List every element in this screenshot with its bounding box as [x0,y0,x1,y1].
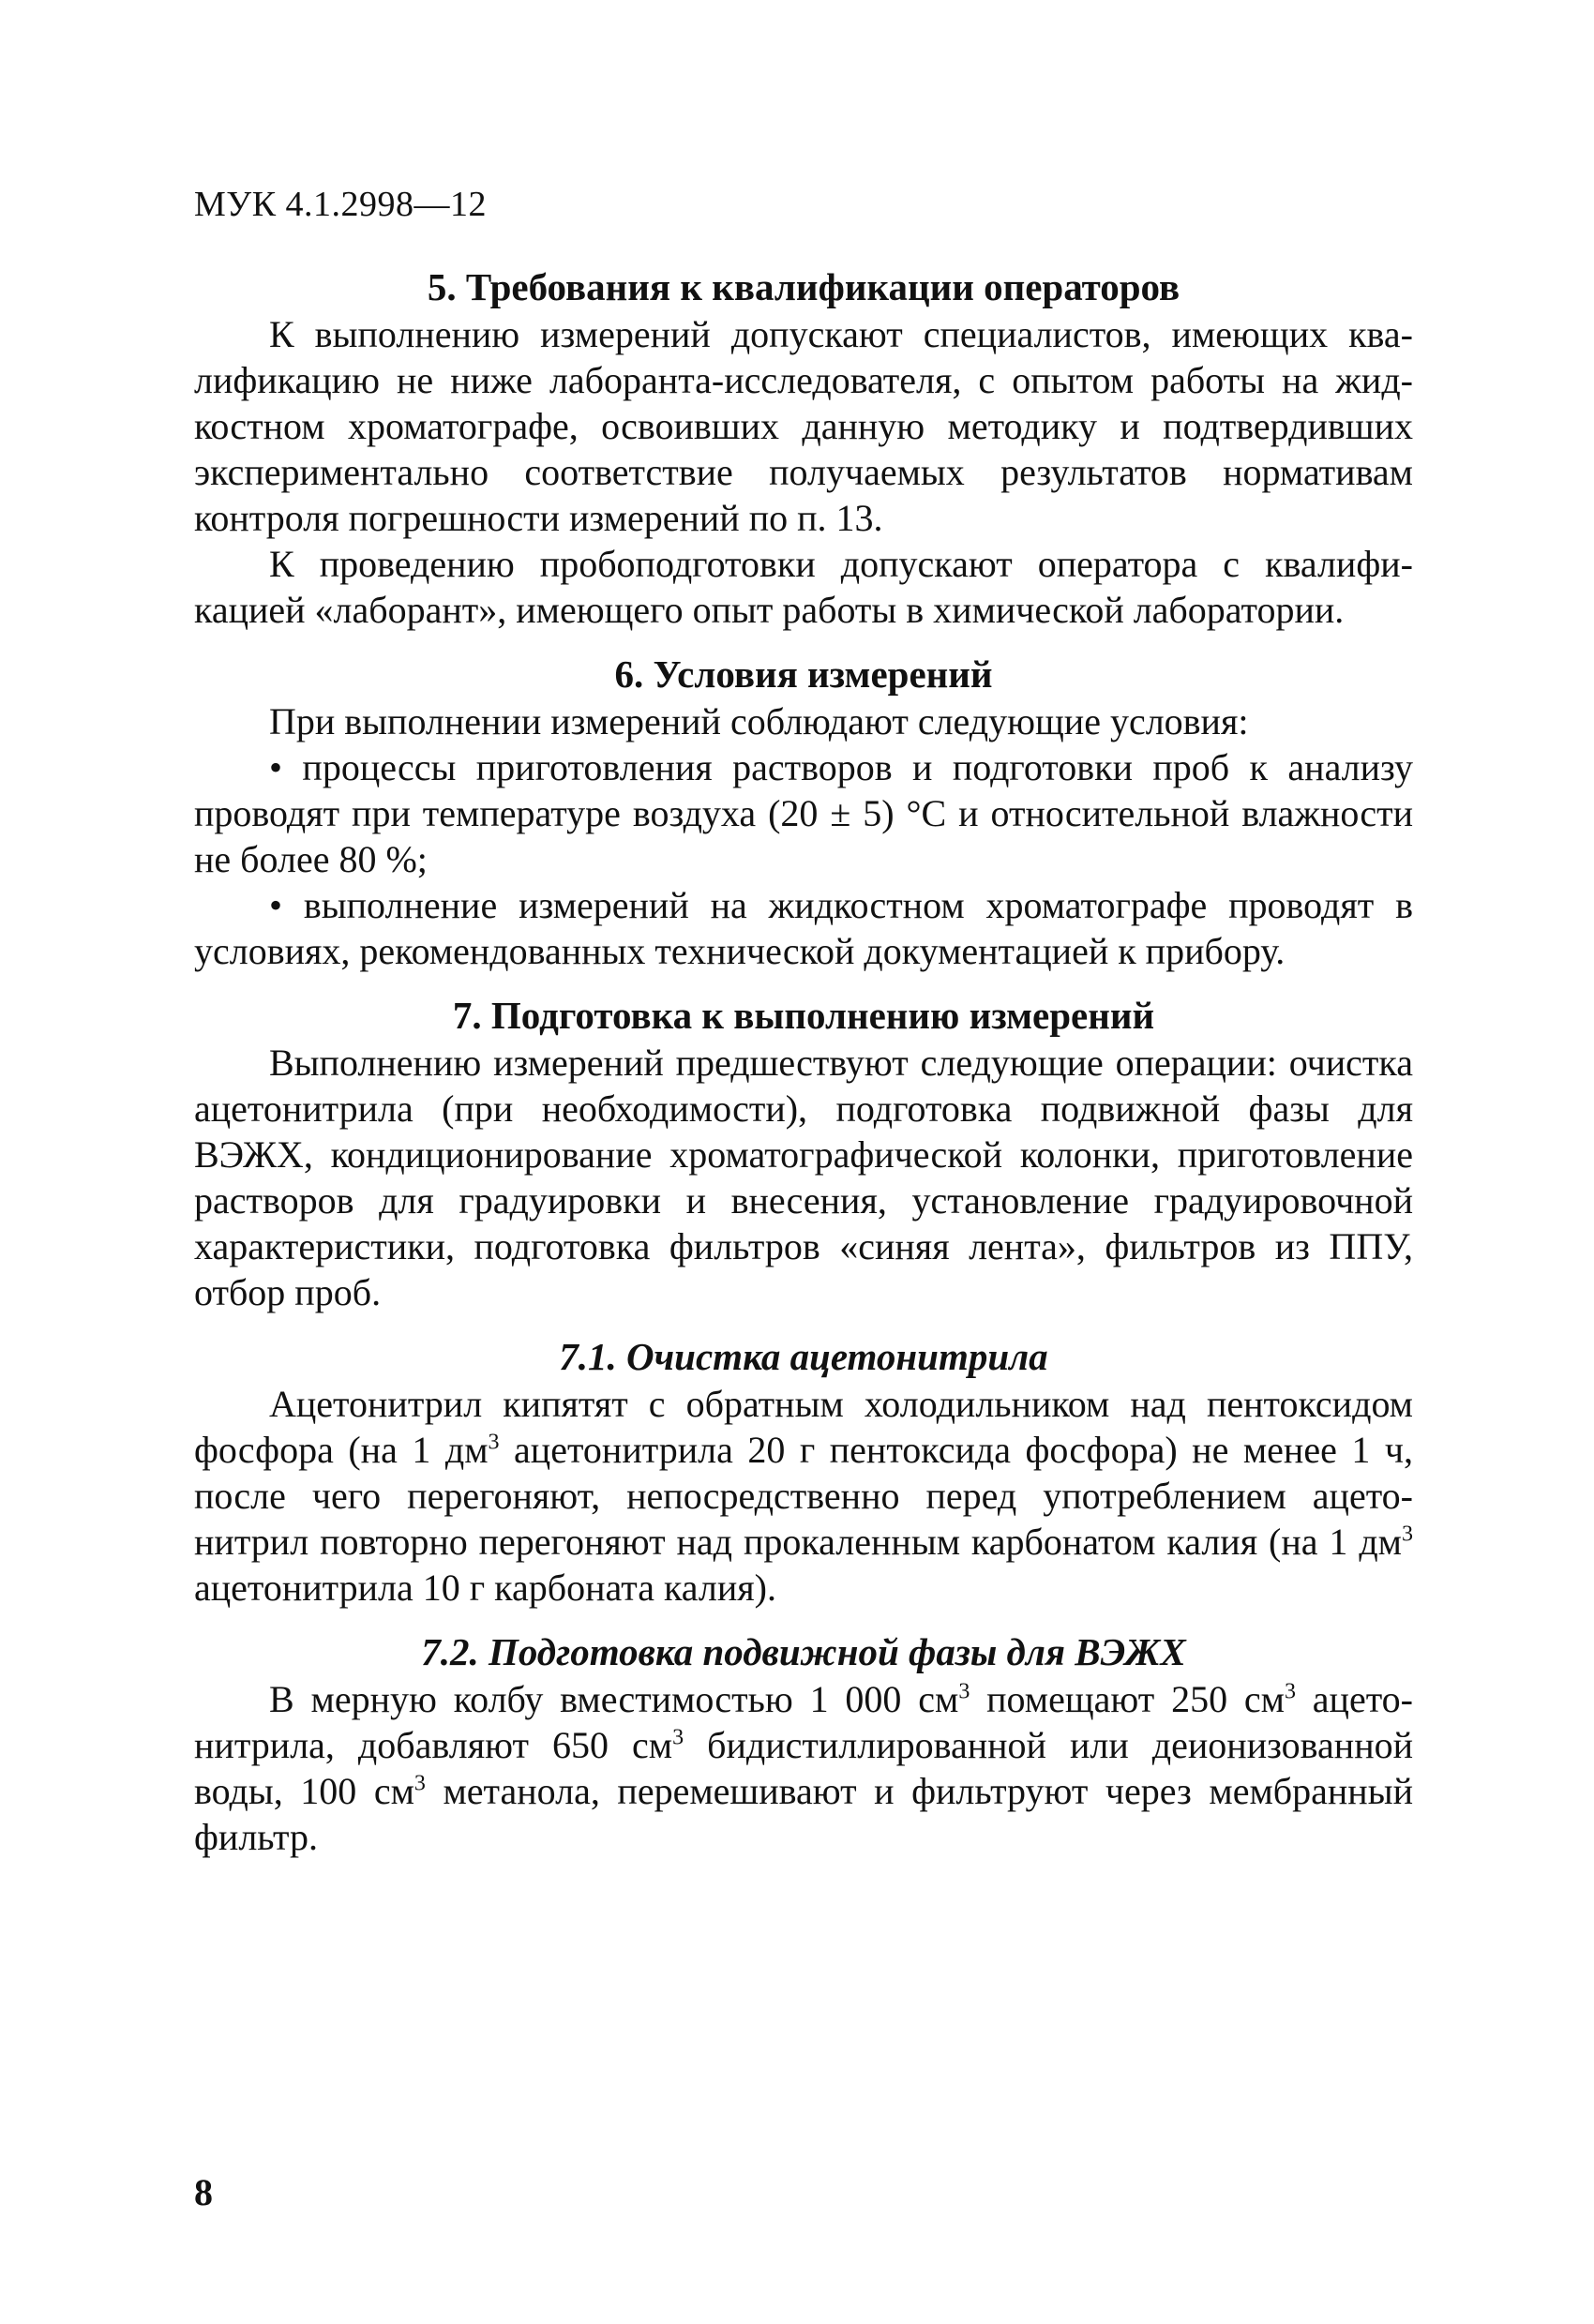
text-run: В мерную колбу вместимостью 1 000 см [269,1678,959,1720]
superscript-3: 3 [672,1725,684,1750]
text-run: ацетонитрила 10 г карбоната калия). [194,1567,776,1609]
text-run: бидистиллированной или деионизованной воды, 100 см [194,1724,1414,1812]
superscript-3: 3 [414,1771,426,1796]
text-run: Ацетонитрил кипятят с обратным холодильником над пентоксидом фосфора (на 1 дм [194,1383,1413,1471]
section-7-paragraph-1: Выполнению измерений предшествуют следующие операции: очистка ацетонитрила (при необходимости), подготовка подвижной фазы для ВЭЖХ, кондиционирование хроматографической колонки, приготовление растворов для градуировки и внесения, установление градуировочной характеристики, подготовка фильтров «синяя лента», фильтров из ППУ, отбор проб. [194,1042,1413,1313]
section-7-1-title: 7.1. Очистка ацетонитрила [559,1335,1048,1378]
superscript-3: 3 [1284,1679,1296,1704]
text-run: метанола, перемешивают и фильтруют через мембранный фильтр. [194,1770,1413,1858]
superscript-3: 3 [488,1430,500,1455]
text-run: ацетонитрила, добавляют 650 см [194,1678,1413,1766]
section-6-paragraph-1: При выполнении измерений соблюдают следующие условия: [269,700,1249,742]
text-run: помещают 250 см [970,1678,1285,1720]
section-6-title: 6. Условия измерений [614,652,993,696]
superscript-3: 3 [958,1679,970,1704]
document-code-header: МУК 4.1.2998—12 [194,185,488,224]
page-content [194,262,1413,1860]
section-6-bullet-2: • выполнение измерений на жидкостном хроматографе проводят в условиях, рекомендованных технической документацией к прибору. [194,884,1413,972]
section-7-2-title: 7.2. Подготовка подвижной фазы для ВЭЖХ [421,1630,1186,1673]
section-5-paragraph-1: К выполнению измерений допускают специалистов, имеющих квалификацию не ниже лаборанта-исследователя, с опытом работы на жидкостном хроматографе, освоивших данную методику и подтвердивших экспериментально соответствие получаемых результатов нормативам контроля погрешности измерений по п. 13. [194,313,1413,539]
section-7-title: 7. Подготовка к выполнению измерений [452,994,1155,1037]
section-6-bullet-1: • процессы приготовления растворов и подготовки проб к анализу проводят при температуре воздуха (20 ± 5) °С и относительной влажности не более 80 %; [194,746,1413,880]
superscript-3: 3 [1402,1522,1413,1547]
page-number: 8 [194,2171,213,2213]
section-5-paragraph-2: К проведению пробоподготовки допускают оператора с квалификацией «лаборант», имеющего опыт работы в химической лаборатории. [194,543,1413,631]
text-run: ацетонитрила 20 г пентоксида фосфора) не менее 1 ч, после чего перегоняют, непосредственно перед употреблением ацетонитрил повторно перегоняют над прокаленным карбонатом калия (на 1 дм [194,1429,1413,1563]
section-7-2-paragraph [194,1676,1413,1860]
section-7-1-paragraph [194,1381,1413,1611]
section-5-title: 5. Требования к квалификации операторов [427,265,1180,308]
